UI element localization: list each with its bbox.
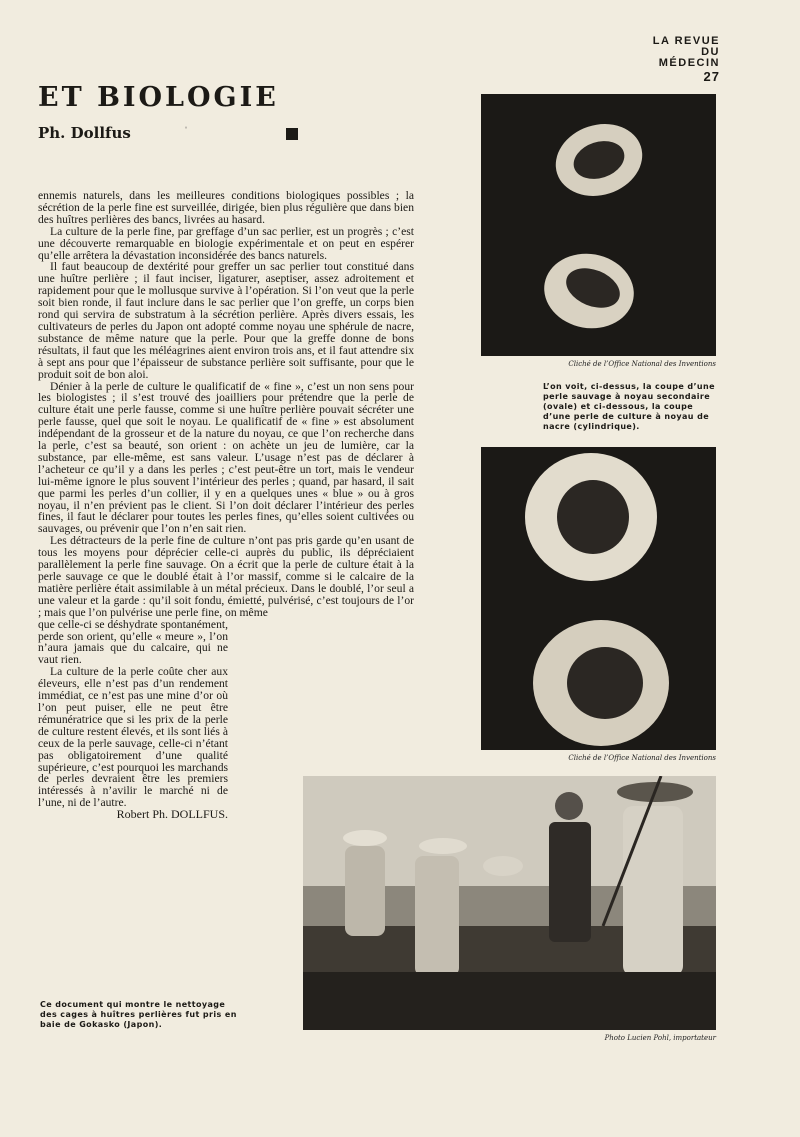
photo-oyster-cage-cleaning [303,776,716,1030]
masthead-line-2: DU [701,46,720,58]
photo-cultured-pearl-sections [481,447,716,750]
page-number: 27 [703,69,720,84]
article-author: Ph. Dollfus [38,124,131,142]
middle-photo-credit: Cliché de l’Office National des Inventions [568,754,716,762]
top-photo-credit: Cliché de l’Office National des Inventions [568,360,716,368]
ornament-mark: ˈ [184,124,188,138]
paragraph: La culture de la perle coûte cher aux éleveurs, elle n’est pas d’un rendement immédiat, ce n’est pas une mine d’or où l’on peut puiser, elle ne peut être rémunératrice que si les prix de la perle de culture restent élevés, et ils sont liés à ceux de la perle sauvage, celle-ci n’étant pas obligatoirement d’une qualité supérieure, c’est pourquoi les marchands de perles devraient être les premiers intéressés à n’avilir le marché ni de l’une, ni de l’autre. [38,665,228,810]
paragraph: que celle-ci se déshydrate spontanément, perde son orient, qu’elle « meure », l’on n’aura jamais que du calcaire, qui ne vaut rien. [38,617,228,667]
masthead [630,36,720,82]
photo-wild-pearl-sections [481,94,716,356]
end-square-ornament [286,128,298,140]
article-title: ET BIOLOGIE [38,82,279,113]
cultured-pearl-section-image [481,447,716,750]
paragraph: La culture de la perle fine, par greffage d’un sac perlier, est un progrès ; c’est une découverte remarquable en biologie expérimentale et on peut en espérer qu’elle arrêtera la dévastation inconsidérée des bancs naturels. [38,224,414,262]
pearl-section-image [481,94,716,356]
paragraph: ennemis naturels, dans les meilleures conditions biologiques possibles ; la sécrétion de la perle fine est surveillée, dirigée, bien plus régulière que dans bien des huîtres perlières des bancs, livrées au hasard. [38,189,414,226]
article-body [38,190,414,821]
paragraph: Les détracteurs de la perle fine de culture n’ont pas pris garde qu’en usant de tous les moyens pour déprécier celle-ci auprès du public, ils dépréciaient parallèlement la perle fine sauvage. On a écrit que la perle de culture était à la perle sauvage ce que le doublé était à l’or massif, comme si le calcaire de la matière perlière était assimilable à un métal précieux. Dans le doublé, l’or seul a une valeur et la garde : qu’il soit fondu, émietté, pulvérisé, c’est toujours de l’or ; mais que l’on pulvérise une perle fine, on même [38,534,414,619]
signature: Robert Ph. DOLLFUS. [116,807,228,822]
paragraph: Il faut beaucoup de dextérité pour greffer un sac perlier tout constitué dans une huître perlière ; il faut inciser, ligaturer, aseptiser, assez adroitement et rapidement pour que le mollusque survive à l’opération. Si l’on veut que la perle soit bien ronde, il faut inclure dans le sac perlier que l’on greffe, un corps bien rond qui servira de substratum à la sécrétion perlière. Après divers essais, les cultivateurs de perles du Japon ont adopté comme noyau une sphérule de nacre, substance de même nature que la perle. Pour que la greffe donne de bons résultats, il faut que les méléagrines aient environ trois ans, et il faut attendre six à sept ans pour que l’épaisseur de substance perlière soit suffisante, pour que le produit soit de bon aloi. [38,260,414,381]
paragraph: Dénier à la perle de culture le qualificatif de « fine », c’est un non sens pour les biologistes ; il s’est trouvé des joailliers pour prétendre que la perle de culture était une perle fausse, comme si une huître perlière pouvait sécréter une perle fausse, quel que soit le noyau. Le qualificatif de « fine » est absolument indépendant de la grosseur et de la nature du noyau, ce que l’on recherche dans la perle, c’est sa beauté, son orient : on achète un jeu de lumière, car la substance, par elle-même, est sans valeur. L’usage n’est pas de déclarer à l’acheteur ce qu’il y a dans les perles ; c’est peut-être un tort, mais le vendeur lui-même ignore le plus souvent l’intérieur des perles ; quand, par hasard, il sait que parmi les perles d’un collier, il y en a quelques unes « blue » ou à gros noyau, il n’en prévient pas le client. Si l’on doit déclarer l’intérieur des perles fines, il faut le déclarer pour toutes les perles fines, qu’elles soient cultivées ou sauvages, ou prévenir que l’on n’en sait rien. [38,379,414,536]
masthead-line-1: LA REVUE [652,35,720,47]
top-photo-caption: L’on voit, ci-dessus, la coupe d’une perle sauvage à noyau secondaire (ovale) et ci-dessous, la coupe d’une perle de culture à noyau de nacre (cylindrique). [543,382,715,431]
masthead-line-3: MÉDECIN [658,57,720,69]
bottom-photo-credit: Photo Lucien Pohl, importateur [604,1034,716,1042]
bottom-photo-caption: Ce document qui montre le nettoyage des cages à huîtres perlières fut pris en baie de Gokasko (Japon). [40,1000,237,1029]
oyster-workers-image [303,776,716,1030]
